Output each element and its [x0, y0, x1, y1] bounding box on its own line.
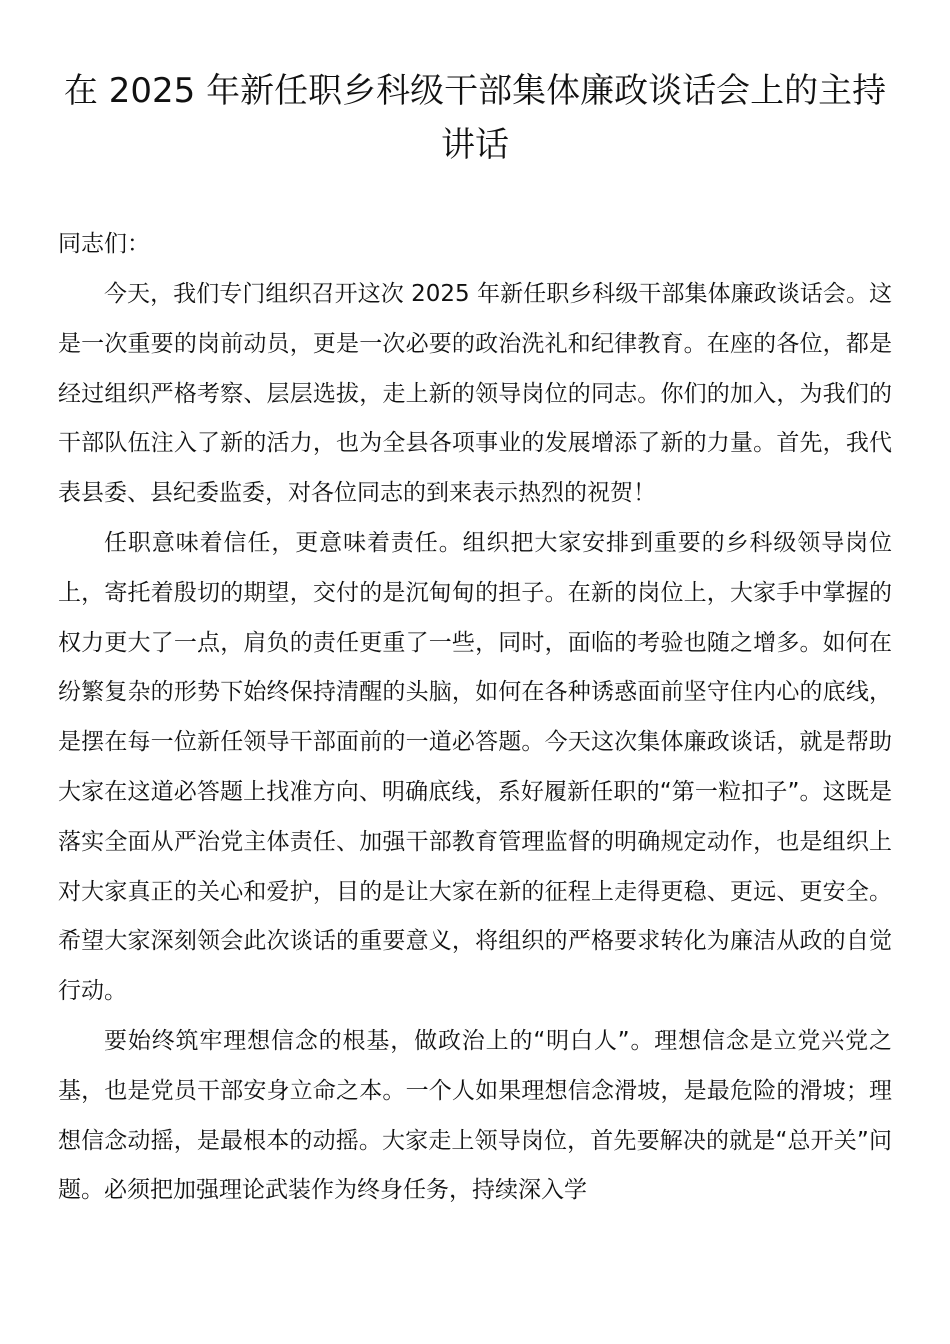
salutation: 同志们： [58, 231, 150, 257]
document-title: 在 2025 年新任职乡科级干部集体廉政谈话会上的主持讲话 [63, 71, 887, 165]
paragraph-2: 任职意味着信任，更意味着责任。组织把大家安排到重要的乡科级领导岗位上，寄托着殷切的期望，交付的是沉甸甸的担子。在新的岗位上，大家手中掌握的权力更大了一点，肩负的责任更重了一些，同时，面临的考验也随之增多。如何在纷繁复杂的形势下始终保持清醒的头脑，如何在各种诱惑面前坚守住内心的底线，是摆在每一位新任领导干部面前的一道必答题。今天这次集体廉政谈话，就是帮助大家在这道必答题上找准方向、明确底线，系好履新任职的“第一粒扣子”。这既是落实全面从严治党主体责任、加强干部教育管理监督的明确规定动作，也是组织上对大家真正的关心和爱护，目的是让大家在新的征程上走得更稳、更远、更安全。希望大家深刻领会此次谈话的重要意义，将组织的严格要求转化为廉洁从政的自觉行动。 [58, 529, 892, 1005]
paragraph-3: 要始终筑牢理想信念的根基，做政治上的“明白人”。理想信念是立党兴党之基，也是党员干部安身立命之本。一个人如果理想信念滑坡，是最危险的滑坡；理想信念动摇，是最根本的动摇。大家走上领导岗位，首先要解决的就是“总开关”问题。必须把加强理论武装作为终身任务，持续深入学 [58, 1027, 892, 1204]
paragraph-1: 今天，我们专门组织召开这次 2025 年新任职乡科级干部集体廉政谈话会。这是一次重要的岗前动员，更是一次必要的政治洗礼和纪律教育。在座的各位，都是经过组织严格考察、层层选拔，走上新的领导岗位的同志。你们的加入，为我们的干部队伍注入了新的活力，也为全县各项事业的发展增添了新的力量。首先，我代表县委、县纪委监委，对各位同志的到来表示热烈的祝贺！ [58, 281, 892, 507]
document-body [58, 270, 892, 1216]
